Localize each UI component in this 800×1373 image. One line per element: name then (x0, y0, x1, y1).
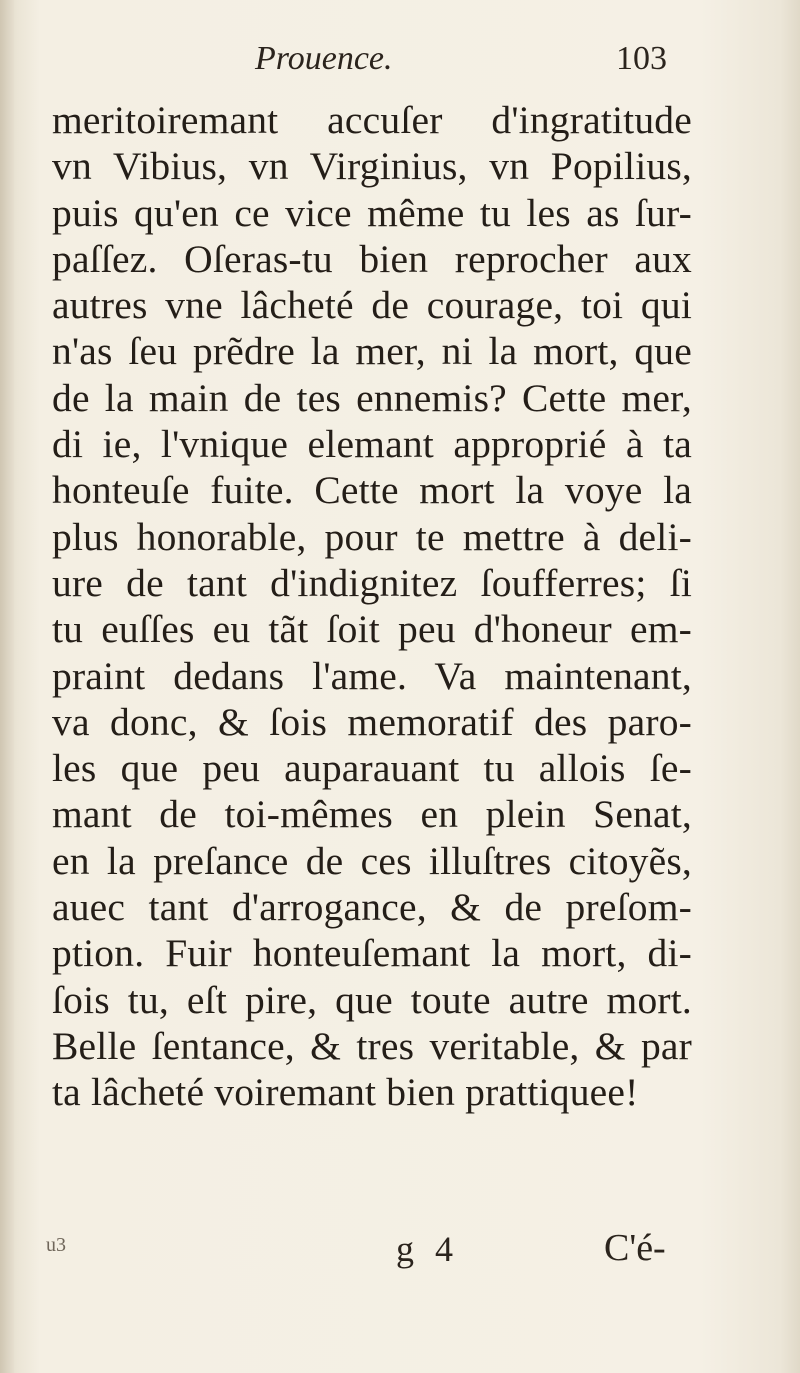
signature-mark: g 4 (396, 1229, 459, 1269)
text-line: n'as ſeu prẽdre la mer, ni la mort, que (52, 329, 692, 374)
text-line: ure de tant d'indignitez ſoufferres; ſi (52, 560, 692, 605)
text-line: ta lâcheté voiremant bien prattiquee! (52, 1070, 639, 1115)
text-line: honteuſe fuite. Cette mort la voye la (52, 468, 692, 513)
text-line: praint dedans l'ame. Va maintenant, (52, 653, 692, 698)
text-line: mant de toi-mêmes en plein Senat, (52, 792, 692, 837)
text-line: vn Vibius, vn Virginius, vn Popilius, (52, 144, 692, 189)
text-line: plus honorable, pour te mettre à deli- (52, 514, 692, 559)
catchword: C'é- (604, 1227, 666, 1269)
text-line: Belle ſentance, & tres veritable, & par (52, 1023, 692, 1068)
text-line: les que peu auparauant tu allois ſe- (52, 746, 692, 791)
text-line: puis qu'en ce vice même tu les as ſur- (52, 190, 692, 235)
text-line: ſois tu, eſt pire, que toute autre mort. (52, 977, 692, 1022)
text-line: tu euſſes eu tãt ſoit peu d'honeur em- (52, 607, 692, 652)
text-line: de la main de tes ennemis? Cette mer, (52, 375, 692, 420)
text-line: meritoiremant accuſer d'ingratitude (52, 98, 692, 142)
text-line: autres vne lâcheté de courage, toi qui (52, 283, 692, 328)
body-text (52, 97, 692, 1116)
running-title: Prouence. (255, 40, 393, 77)
text-line: di ie, l'vnique elemant approprié à ta (52, 422, 692, 467)
text-line: ption. Fuir honteuſemant la mort, di- (52, 931, 692, 976)
page-number: 103 (616, 40, 667, 77)
footer-mark: u3 (46, 1234, 66, 1256)
text-line: en la preſance de ces illuſtres citoyẽs, (52, 838, 692, 883)
text-line: auec tant d'arrogance, & de preſom- (52, 885, 692, 930)
page-gutter-edge (0, 0, 14, 1373)
text-line: paſſez. Oſeras-tu bien reprocher aux (52, 236, 692, 281)
text-line: va donc, & ſois memoratif des paro- (52, 699, 692, 744)
